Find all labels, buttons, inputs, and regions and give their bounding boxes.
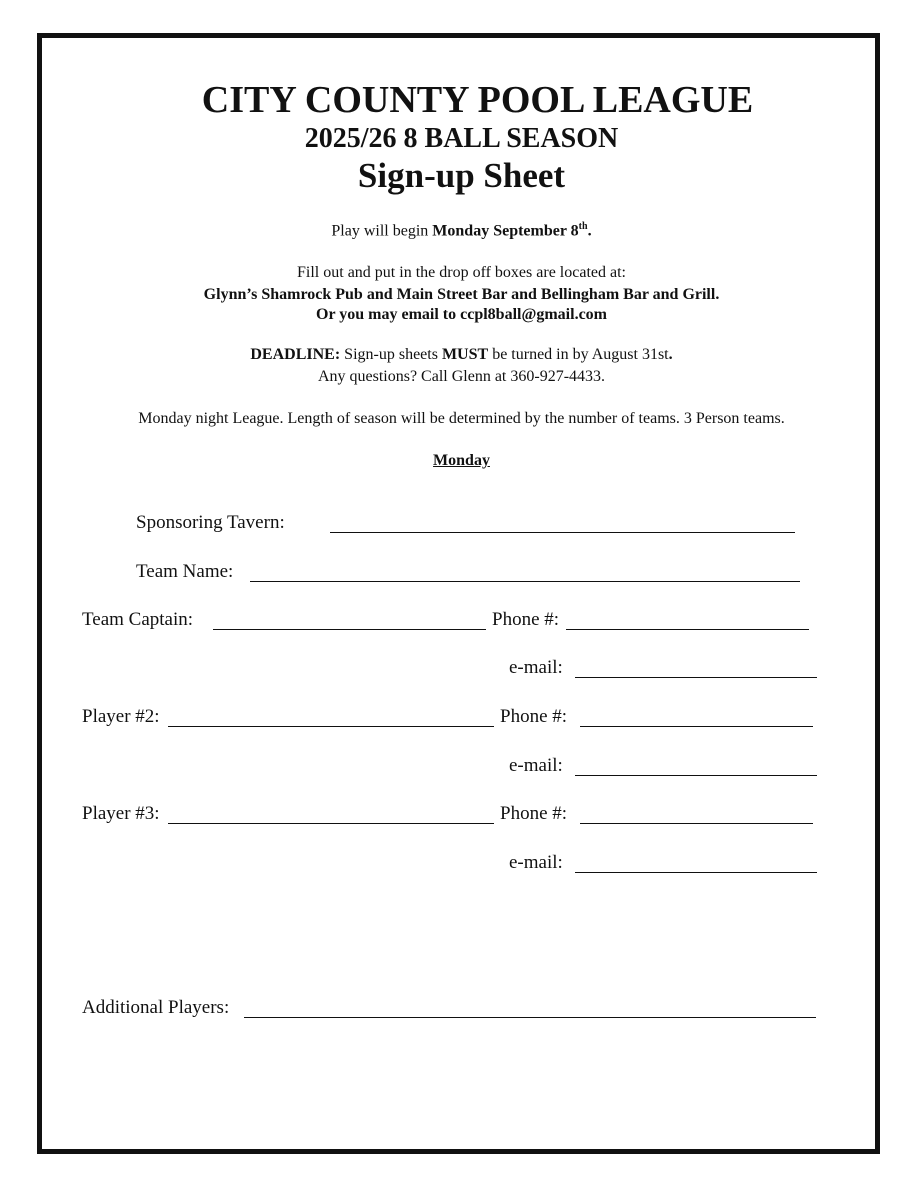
deadline-label: DEADLINE:: [250, 346, 341, 363]
team-captain-field[interactable]: [213, 629, 486, 630]
player3-field[interactable]: [168, 823, 494, 824]
player2-label: Player #2:: [82, 706, 160, 727]
start-date-period: .: [587, 222, 592, 240]
questions-line: Any questions? Call Glenn at 360-927-4433.: [317, 368, 606, 385]
player2-phone-label: Phone #:: [500, 706, 568, 727]
captain-email-field[interactable]: [575, 677, 817, 678]
email-instructions: Or you may email to ccpl8ball@gmail.com: [316, 306, 607, 323]
player3-phone-label: Phone #:: [500, 803, 568, 824]
league-title: CITY COUNTY POOL LEAGUE: [201, 79, 754, 121]
deadline-pre: Sign-up sheets: [340, 346, 442, 363]
start-date-line: [0, 221, 923, 240]
player2-field[interactable]: [168, 726, 494, 727]
player2-phone-field[interactable]: [580, 726, 813, 727]
deadline-must: MUST: [441, 346, 489, 363]
additional-players-field[interactable]: [244, 1017, 816, 1018]
player3-label: Player #3:: [82, 803, 160, 824]
team-captain-label: Team Captain:: [82, 609, 194, 630]
player2-email-label: e-mail:: [509, 755, 563, 776]
captain-phone-label: Phone #:: [492, 609, 560, 630]
player3-phone-field[interactable]: [580, 823, 813, 824]
player3-email-field[interactable]: [575, 872, 817, 873]
league-day: Monday: [433, 452, 490, 469]
sheet-title: Sign-up Sheet: [357, 156, 566, 195]
dropoff-locations: Glynn’s Shamrock Pub and Main Street Bar and Bellingham Bar and Grill.: [203, 286, 720, 303]
deadline-line: [0, 346, 923, 364]
season-title: 2025/26 8 BALL SEASON: [304, 123, 619, 154]
dropoff-intro: Fill out and put in the drop off boxes are located at:: [297, 264, 626, 281]
team-name-field[interactable]: [250, 581, 800, 582]
start-date-suffix: th: [578, 221, 588, 232]
player2-email-field[interactable]: [575, 775, 817, 776]
page-border: [37, 33, 880, 1154]
deadline-period: .: [668, 346, 673, 363]
start-date-prefix: Play will begin: [331, 222, 433, 240]
league-note: Monday night League. Length of season will be determined by the number of teams. 3 Person teams.: [138, 410, 785, 427]
start-date: Monday September 8: [432, 222, 579, 240]
sponsoring-tavern-field[interactable]: [330, 532, 795, 533]
additional-players-label: Additional Players:: [82, 997, 230, 1018]
captain-phone-field[interactable]: [566, 629, 809, 630]
sponsoring-tavern-label: Sponsoring Tavern:: [136, 512, 285, 533]
player3-email-label: e-mail:: [509, 852, 563, 873]
team-name-label: Team Name:: [136, 561, 234, 582]
captain-email-label: e-mail:: [509, 657, 563, 678]
deadline-post: be turned in by August 31st: [488, 346, 669, 363]
